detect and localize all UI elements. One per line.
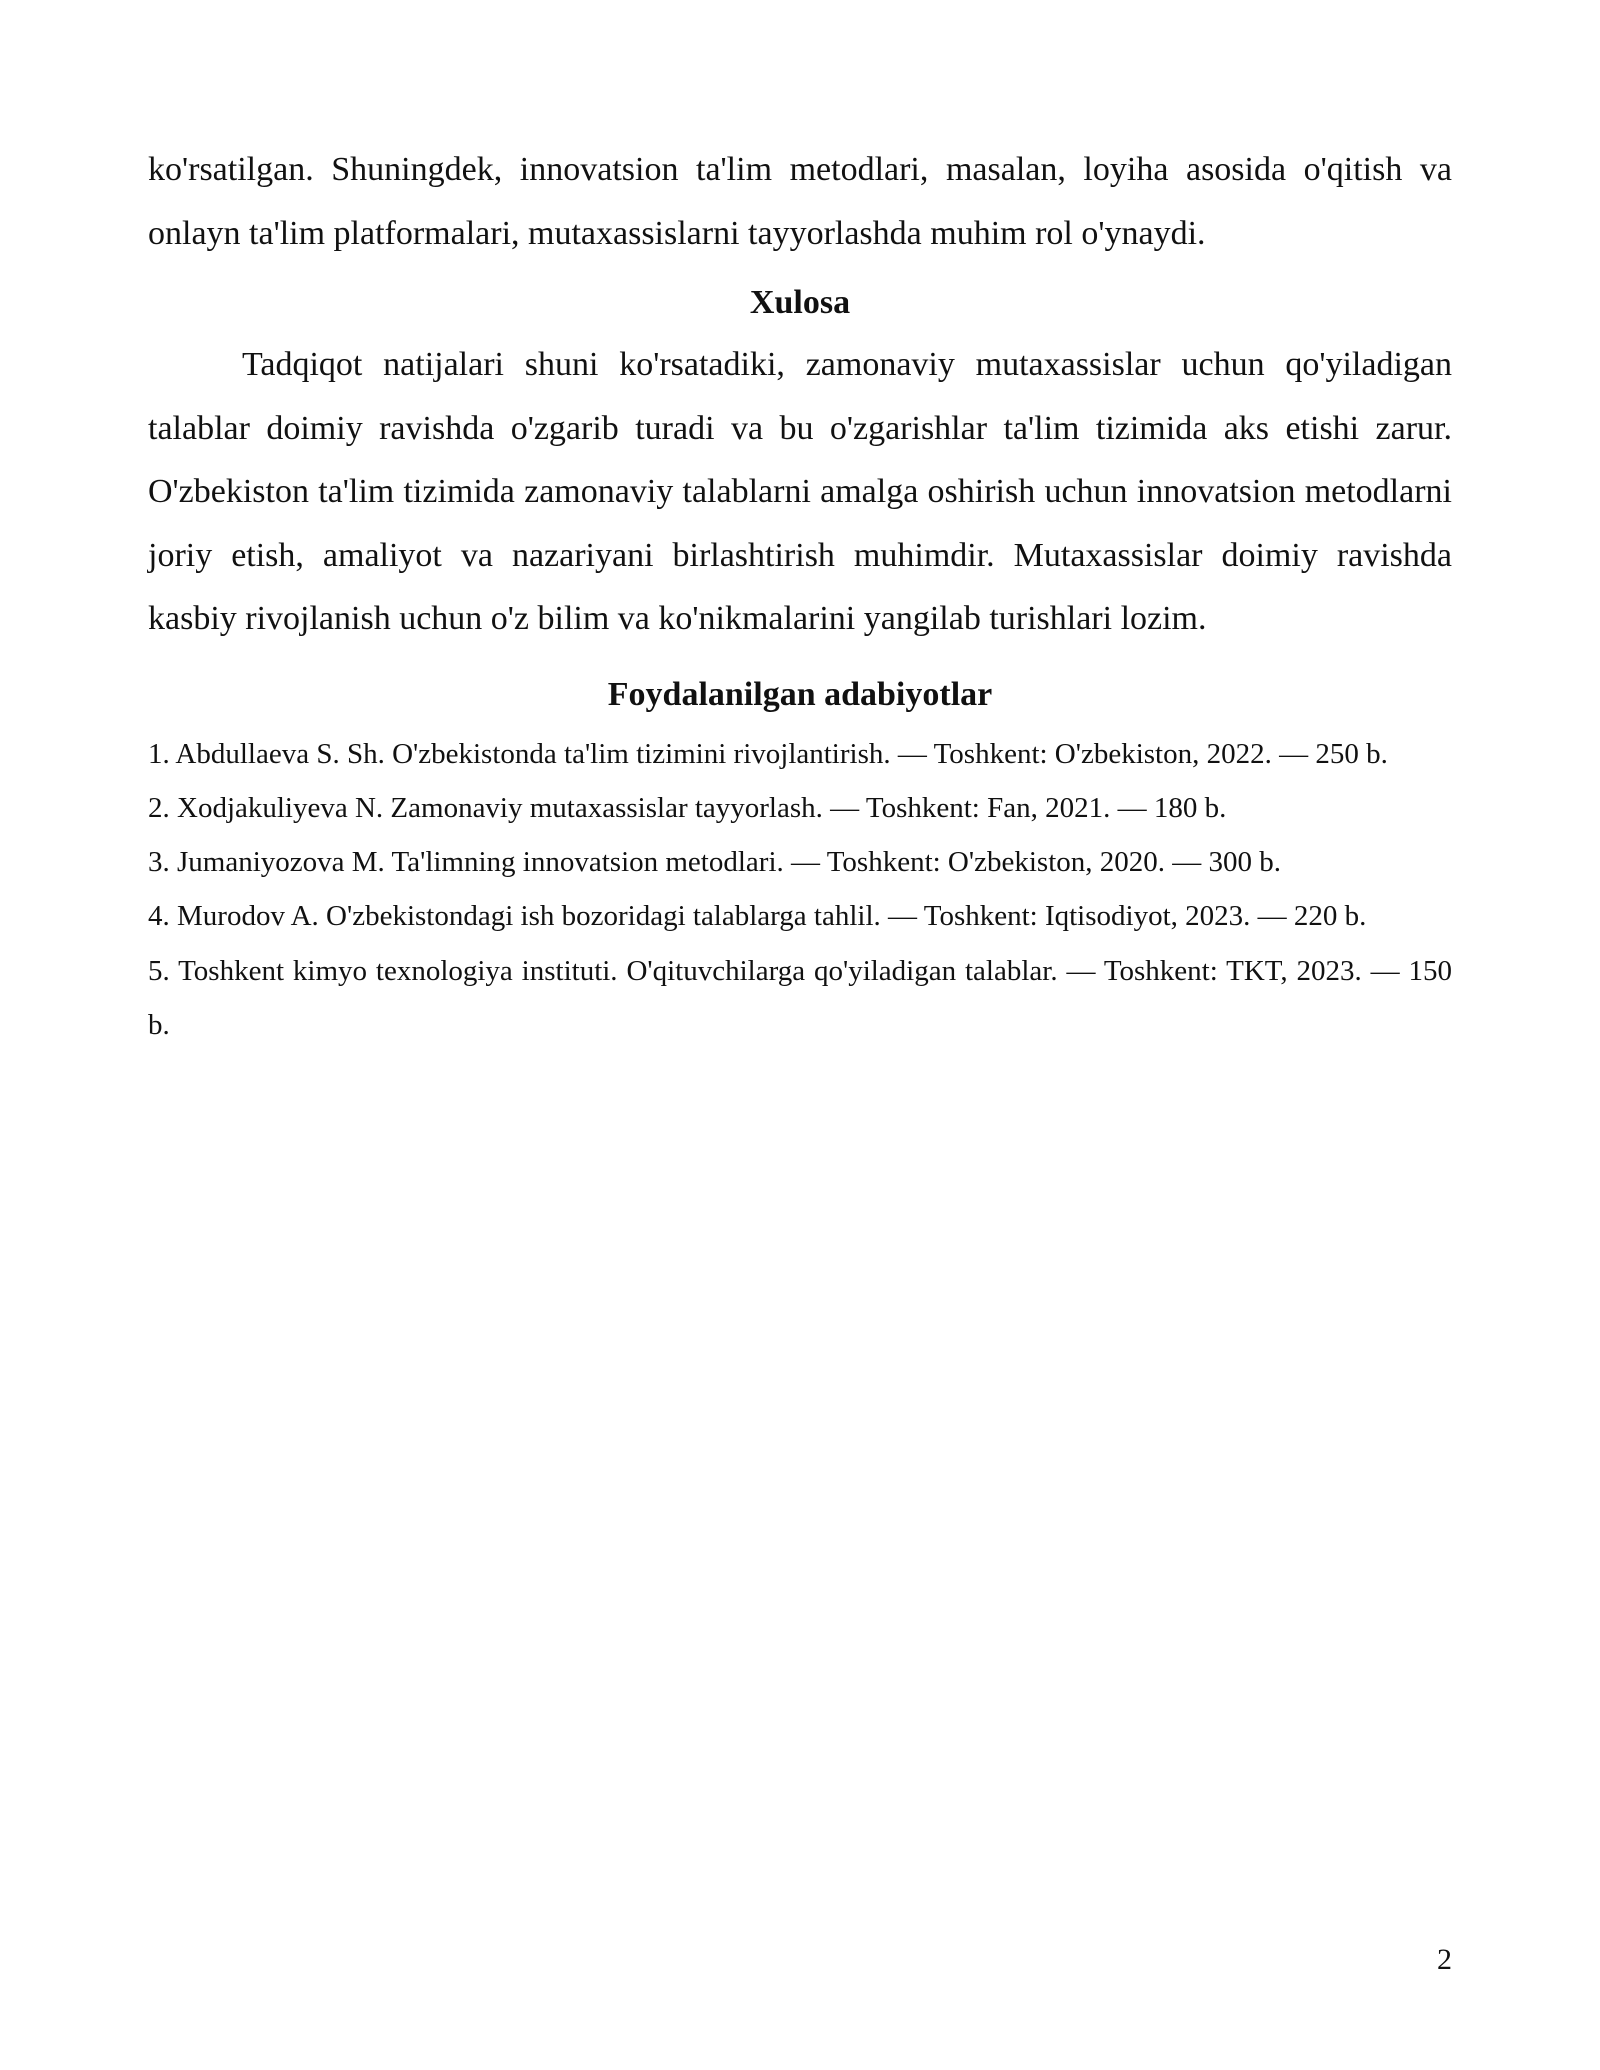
reference-item: 2. Xodjakuliyeva N. Zamonaviy mutaxassislar tayyorlash. — Toshkent: Fan, 2021. — 180 b. <box>148 791 1227 824</box>
reference-item: 1. Abdullaeva S. Sh. O'zbekistonda ta'lim tizimini rivojlantirish. — Toshkent: O'zbekiston, 2022. — 250 b. <box>148 737 1388 770</box>
document-page <box>148 138 1452 1052</box>
conclusion-paragraph: Tadqiqot natijalari shuni ko'rsatadiki, zamonaviy mutaxassislar uchun qo'yiladigan talablar doimiy ravishda o'zgarib turadi va bu o'zgarishlar ta'lim tizimida aks etishi zarur. O'zbekiston ta'lim tizimida zamonaviy talablarni amalga oshirish uchun innovatsion metodlarni joriy etish, amaliyot va nazariyani birlashtirish muhimdir. Mutaxassislar doimiy ravishda kasbiy rivojlanish uchun o'z bilim va ko'nikmalarini yangilab turishlari lozim. <box>148 346 1452 637</box>
intro-paragraph: ko'rsatilgan. Shuningdek, innovatsion ta'lim metodlari, masalan, loyiha asosida o'qitish va onlayn ta'lim platformalari, mutaxassislarni tayyorlashda muhim rol o'ynaydi. <box>148 151 1452 252</box>
reference-item: 3. Jumaniyozova M. Ta'limning innovatsion metodlari. — Toshkent: O'zbekiston, 2020. — 300 b. <box>148 846 1281 879</box>
references-heading: Foydalanilgan adabiyotlar <box>607 675 993 713</box>
references-list <box>148 727 1452 1053</box>
reference-item: 5. Toshkent kimyo texnologiya instituti. O'qituvchilarga qo'yiladigan talablar. — Toshkent: TKT, 2023. — 150 b. <box>148 954 1452 1041</box>
page-number: 2 <box>1437 1943 1452 1976</box>
conclusion-heading: Xulosa <box>749 284 851 321</box>
reference-item: 4. Murodov A. O'zbekistondagi ish bozoridagi talablarga tahlil. — Toshkent: Iqtisodiyot, 2023. — 220 b. <box>148 900 1367 933</box>
